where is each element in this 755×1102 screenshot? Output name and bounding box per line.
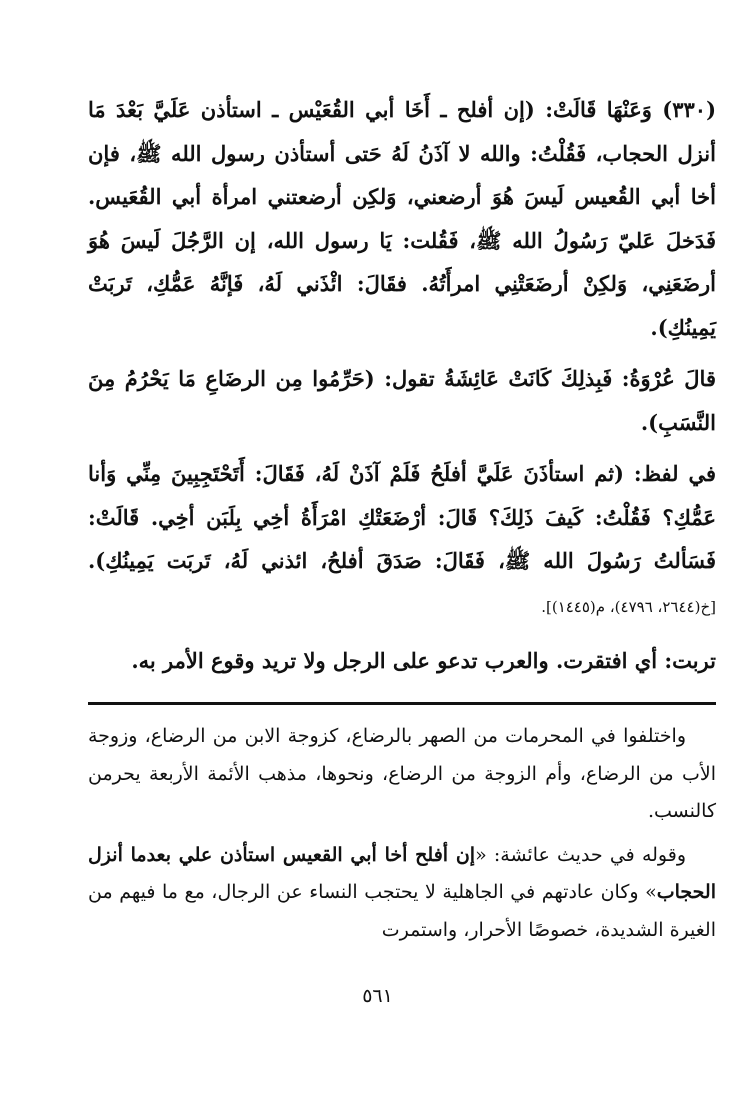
- page-number: ٥٦١: [362, 985, 393, 1007]
- source-reference: [خ(٢٦٤٤، ٤٧٩٦)، م(١٤٤٥)].: [541, 597, 716, 616]
- commentary-rest: » وكان عادتهم في الجاهلية لا يحتجب النساء عن الرجال، مع ما فيهم من الغيرة الشديدة، خصوصًا الأحرار، واستمرت: [88, 881, 716, 941]
- urwa-paragraph: قالَ عُرْوَةُ: فَبِذلِكَ كَانَتْ عَائِشَةُ تقول: (حَرِّمُوا مِن الرضَاعِ مَا يَحْرُمُ مِنَ النَّسَبِ).: [88, 366, 716, 435]
- commentary-paragraph-1: واختلفوا في المحرمات من الصهر بالرضاع، كزوجة الابن من الرضاع، وزوجة الأب من الرضاع، وأم الزوجة من الرضاع، ونحوها، مذهب الأئمة الأربعة يحرمن كالنسب.: [88, 725, 716, 822]
- commentary-quote: إن أفلح أخا أبي القعيس استأذن علي بعدما أنزل الحجاب: [88, 843, 716, 903]
- commentary-intro: وقوله في حديث عائشة: «: [475, 843, 686, 866]
- footnote-divider: [88, 702, 716, 705]
- commentary-paragraph-2: [88, 837, 716, 950]
- commentary-block: [88, 718, 716, 955]
- word-gloss: تربت: أي افتقرت. والعرب تدعو على الرجل ولا تريد وقوع الأمر به.: [131, 648, 716, 673]
- variant-wording-paragraph: [88, 452, 716, 629]
- variant-wording-text: في لفظ: (ثم استأذَنَ عَلَيَّ أفلَحُ فَلَمْ آذَنْ لَهُ، فَقَالَ: أَتَحْتَجِبِينَ مِنِّي وَأنا عَمُّكِ؟ فَقُلْتُ: كَيفَ ذَلِكَ؟ قَالَ: أرْضَعَتْكِ امْرَأَةُ أخِي بِلَبَن أخِي. قَالَتْ: فَسَألتُ رَسُولَ الله ﷺ، فَقَالَ: صَدَقَ أفلحُ، ائذني لَهُ، تَربَت يَمِينُكِ).: [88, 461, 716, 573]
- hadith-text-block: [88, 88, 716, 691]
- hadith-paragraph-330: (٣٣٠) وَعَنْهَا قَالَتْ: (إن أفلح ـ أَخَا أبي القُعَيْس ـ استأذن عَلَيَّ بَعْدَ مَا أنزل الحجاب، فَقُلْتُ: والله لا آذَنُ لَهُ حَتى أستأذن رسول الله ﷺ، فإن أخا أبي القُعيس لَيسَ هُوَ أرضعني، وَلكِن أرضعتني امرأة أبي القُعَيس. فَدَخلَ عَليّ رَسُولُ الله ﷺ، فَقُلت: يَا رسول الله، إن الرَّجُلَ لَيسَ هُوَ أرضَعَنِي، وَلكِنْ أرضَعَتْنِي امرأَتُهُ. فقَالَ: ائْذَني لَهُ، فَإنَّهُ عَمُّكِ، تَربَتْ يَمِينُكِ).: [88, 97, 716, 340]
